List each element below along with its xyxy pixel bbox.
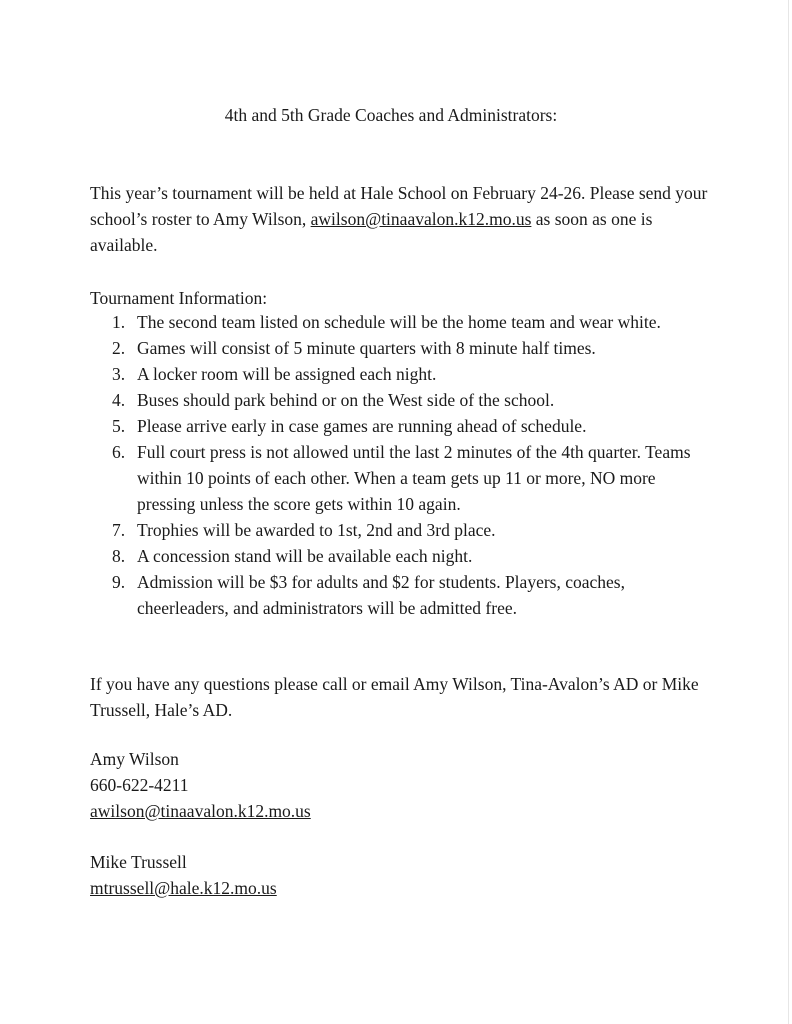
rule-number: 8. xyxy=(112,546,126,566)
rule-item xyxy=(90,387,710,413)
rule-number: 9. xyxy=(112,572,126,592)
rule-text: Games will consist of 5 minute quarters with 8 minute half times. xyxy=(137,338,596,358)
rule-text: The second team listed on schedule will be the home team and wear white. xyxy=(137,312,661,332)
contact-mike-trussell xyxy=(90,849,710,901)
rule-number: 3. xyxy=(112,364,126,384)
contact-name: Mike Trussell xyxy=(90,852,187,872)
rule-number: 6. xyxy=(112,442,126,462)
rule-text: A locker room will be assigned each night. xyxy=(137,364,437,384)
rule-item xyxy=(90,569,710,621)
rule-text: Full court press is not allowed until the last 2 minutes of the 4th quarter. Teams within 10 points of each other. When a team gets up 11 or more, NO more pressing unless the score gets within 10 again. xyxy=(137,442,691,514)
tournament-info-heading: Tournament Information: xyxy=(90,288,268,308)
rule-item xyxy=(90,361,710,387)
scan-edge-line xyxy=(788,0,789,1024)
contact-name: Amy Wilson xyxy=(90,749,179,769)
rule-text: Trophies will be awarded to 1st, 2nd and 3rd place. xyxy=(137,520,496,540)
rule-number: 1. xyxy=(112,312,126,332)
rule-item xyxy=(90,335,710,361)
rule-text: Admission will be $3 for adults and $2 for students. Players, coaches, cheerleaders, and administrators will be admitted free. xyxy=(137,572,625,618)
rule-number: 7. xyxy=(112,520,126,540)
rule-text: A concession stand will be available each night. xyxy=(137,546,473,566)
closing-paragraph: If you have any questions please call or email Amy Wilson, Tina-Avalon’s AD or Mike Trussell, Hale’s AD. xyxy=(90,674,699,720)
contact-amy-wilson xyxy=(90,746,710,824)
intro-email-link[interactable]: awilson@tinaavalon.k12.mo.us xyxy=(310,209,532,229)
intro-text-after: as soon as one is available. xyxy=(90,209,653,255)
rule-item xyxy=(90,309,710,335)
letter-title: 4th and 5th Grade Coaches and Administrators: xyxy=(224,105,558,125)
rule-number: 2. xyxy=(112,338,126,358)
contact-phone: 660-622-4211 xyxy=(90,775,189,795)
contact-email-link[interactable]: mtrussell@hale.k12.mo.us xyxy=(90,878,277,898)
rule-text: Buses should park behind or on the West side of the school. xyxy=(137,390,555,410)
rule-item xyxy=(90,543,710,569)
rule-item xyxy=(90,413,710,439)
tournament-rules-list xyxy=(90,309,710,621)
rule-number: 4. xyxy=(112,390,126,410)
intro-paragraph xyxy=(90,180,710,258)
rule-number: 5. xyxy=(112,416,126,436)
rule-item xyxy=(90,517,710,543)
rule-text: Please arrive early in case games are running ahead of schedule. xyxy=(137,416,587,436)
contact-email-link[interactable]: awilson@tinaavalon.k12.mo.us xyxy=(90,801,311,821)
rule-item xyxy=(90,439,710,517)
intro-text-before: This year’s tournament will be held at Hale School on February 24-26. Please send your school’s roster to Amy Wilson, xyxy=(90,183,708,229)
